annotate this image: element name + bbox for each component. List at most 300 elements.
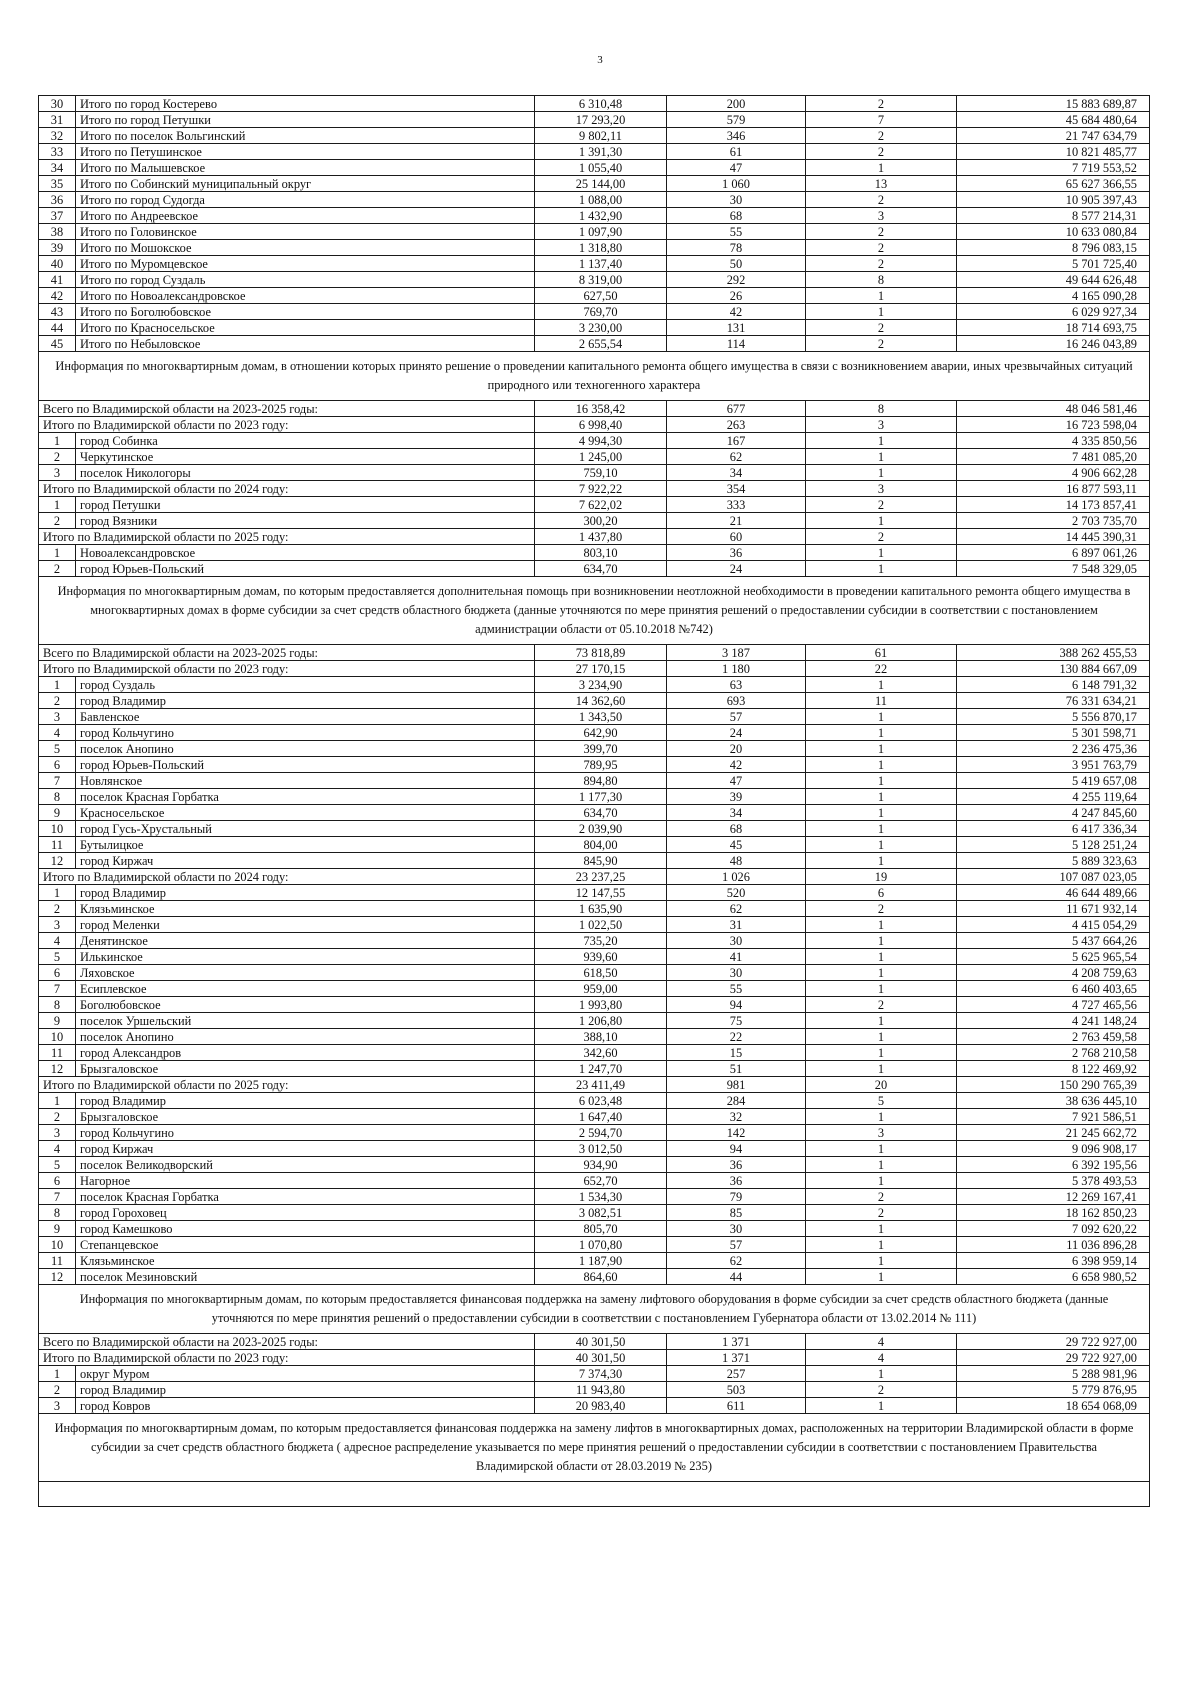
houses-count-cell: 1: [806, 805, 957, 821]
table-row: [39, 1093, 1150, 1109]
residents-cell: 42: [667, 304, 806, 320]
area-cell: 735,20: [535, 933, 667, 949]
area-cell: 6 023,48: [535, 1093, 667, 1109]
row-number-cell: 40: [39, 256, 76, 272]
houses-count-cell: 2: [806, 901, 957, 917]
row-number-cell: 33: [39, 144, 76, 160]
table-row: [39, 1061, 1150, 1077]
houses-count-cell: 2: [806, 128, 957, 144]
area-cell: 894,80: [535, 773, 667, 789]
area-cell: 342,60: [535, 1045, 667, 1061]
area-cell: 1 055,40: [535, 160, 667, 176]
row-number-cell: 2: [39, 1382, 76, 1398]
table-row: [39, 1237, 1150, 1253]
row-number-cell: 1: [39, 1366, 76, 1382]
table-row: [39, 725, 1150, 741]
houses-count-cell: 1: [806, 917, 957, 933]
row-number-cell: 6: [39, 757, 76, 773]
area-cell: 1 088,00: [535, 192, 667, 208]
residents-cell: 36: [667, 545, 806, 561]
houses-count-cell: 1: [806, 757, 957, 773]
municipality-cell: Нагорное: [76, 1173, 535, 1189]
municipality-cell: город Кольчугино: [76, 1125, 535, 1141]
houses-count-cell: 1: [806, 741, 957, 757]
area-cell: 23 411,49: [535, 1077, 667, 1093]
municipality-cell: Денятинское: [76, 933, 535, 949]
table-body: [39, 96, 1150, 1507]
residents-cell: 57: [667, 709, 806, 725]
municipality-cell: Черкутинское: [76, 449, 535, 465]
capital-repair-table: [38, 95, 1150, 1507]
row-number-cell: 30: [39, 96, 76, 112]
residents-cell: 114: [667, 336, 806, 352]
houses-count-cell: 1: [806, 1157, 957, 1173]
residents-cell: 31: [667, 917, 806, 933]
section-info-text: Информация по многоквартирным домам, по которым предоставляется финансовая поддержка на замену лифтов в многоквартирных домах, расположенных на территории Владимирской области в форме субсидии за счет средств областного бюджета ( адресное распределение указывается по мере принятия решений о предоставлении субсидии в соответствии с постановлением Правительства Владимирской области от 28.03.2019 № 235): [39, 1414, 1150, 1482]
houses-count-cell: 1: [806, 821, 957, 837]
total-label-cell: Всего по Владимирской области на 2023-2025 годы:: [39, 645, 535, 661]
cost-cell: 14 173 857,41: [957, 497, 1150, 513]
table-row: [39, 465, 1150, 481]
table-row: [39, 288, 1150, 304]
row-number-cell: 31: [39, 112, 76, 128]
municipality-cell: город Владимир: [76, 885, 535, 901]
table-row: [39, 901, 1150, 917]
houses-count-cell: 1: [806, 677, 957, 693]
row-number-cell: 1: [39, 433, 76, 449]
cost-cell: 4 335 850,56: [957, 433, 1150, 449]
area-cell: 7 374,30: [535, 1366, 667, 1382]
row-number-cell: 39: [39, 240, 76, 256]
cost-cell: 4 241 148,24: [957, 1013, 1150, 1029]
municipality-cell: город Суздаль: [76, 677, 535, 693]
municipality-cell: город Александров: [76, 1045, 535, 1061]
row-number-cell: 38: [39, 224, 76, 240]
cost-cell: 45 684 480,64: [957, 112, 1150, 128]
residents-cell: 354: [667, 481, 806, 497]
table-row: [39, 128, 1150, 144]
cost-cell: 2 763 459,58: [957, 1029, 1150, 1045]
residents-cell: 30: [667, 965, 806, 981]
row-number-cell: 10: [39, 821, 76, 837]
cost-cell: 4 415 054,29: [957, 917, 1150, 933]
houses-count-cell: 1: [806, 789, 957, 805]
residents-cell: 63: [667, 677, 806, 693]
row-number-cell: 6: [39, 965, 76, 981]
table-row: [39, 112, 1150, 128]
houses-count-cell: 19: [806, 869, 957, 885]
area-cell: 934,90: [535, 1157, 667, 1173]
cost-cell: 4 247 845,60: [957, 805, 1150, 821]
residents-cell: 85: [667, 1205, 806, 1221]
row-number-cell: 36: [39, 192, 76, 208]
municipality-cell: город Гороховец: [76, 1205, 535, 1221]
row-number-cell: 4: [39, 725, 76, 741]
houses-count-cell: 1: [806, 837, 957, 853]
area-cell: 3 234,90: [535, 677, 667, 693]
cost-cell: 16 246 043,89: [957, 336, 1150, 352]
table-row: [39, 1189, 1150, 1205]
cost-cell: 10 821 485,77: [957, 144, 1150, 160]
section-info-row: [39, 1285, 1150, 1334]
cost-cell: 11 036 896,28: [957, 1237, 1150, 1253]
municipality-cell: Новоалександровское: [76, 545, 535, 561]
row-number-cell: 7: [39, 981, 76, 997]
area-cell: 20 983,40: [535, 1398, 667, 1414]
residents-cell: 20: [667, 741, 806, 757]
row-number-cell: 5: [39, 949, 76, 965]
municipality-cell: город Владимир: [76, 693, 535, 709]
residents-cell: 257: [667, 1366, 806, 1382]
cost-cell: 2 768 210,58: [957, 1045, 1150, 1061]
area-cell: 759,10: [535, 465, 667, 481]
residents-cell: 55: [667, 224, 806, 240]
row-number-cell: 7: [39, 1189, 76, 1205]
table-row: [39, 693, 1150, 709]
row-number-cell: 1: [39, 545, 76, 561]
area-cell: 634,70: [535, 561, 667, 577]
area-cell: 1 247,70: [535, 1061, 667, 1077]
residents-cell: 39: [667, 789, 806, 805]
houses-count-cell: 1: [806, 1045, 957, 1061]
year-total-row: [39, 481, 1150, 497]
residents-cell: 346: [667, 128, 806, 144]
section-info-text: Информация по многоквартирным домам, по которым предоставляется дополнительная помощь при возникновении неотложной необходимости в проведении капитального ремонта общего имущества в многоквартирных домах в форме субсидии за счет средств областного бюджета (данные уточняются по мере принятия решений о предоставлении субсидии в соответствии с постановлением администрации области от 05.10.2018 №742): [39, 577, 1150, 645]
municipality-cell: город Юрьев-Польский: [76, 757, 535, 773]
row-number-cell: 3: [39, 709, 76, 725]
residents-cell: 36: [667, 1173, 806, 1189]
table-row: [39, 192, 1150, 208]
cost-cell: 5 625 965,54: [957, 949, 1150, 965]
cost-cell: 107 087 023,05: [957, 869, 1150, 885]
table-row: [39, 272, 1150, 288]
row-number-cell: 8: [39, 1205, 76, 1221]
residents-cell: 292: [667, 272, 806, 288]
table-row: [39, 176, 1150, 192]
cost-cell: 4 906 662,28: [957, 465, 1150, 481]
municipality-cell: город Собинка: [76, 433, 535, 449]
total-label-cell: Итого по Владимирской области по 2023 году:: [39, 1350, 535, 1366]
area-cell: 40 301,50: [535, 1334, 667, 1350]
cost-cell: 10 905 397,43: [957, 192, 1150, 208]
area-cell: 1 137,40: [535, 256, 667, 272]
cost-cell: 18 162 850,23: [957, 1205, 1150, 1221]
table-row: [39, 773, 1150, 789]
cost-cell: 14 445 390,31: [957, 529, 1150, 545]
area-cell: 1 343,50: [535, 709, 667, 725]
row-number-cell: 11: [39, 1253, 76, 1269]
table-row: [39, 1398, 1150, 1414]
area-cell: 12 147,55: [535, 885, 667, 901]
area-cell: 789,95: [535, 757, 667, 773]
row-number-cell: 35: [39, 176, 76, 192]
residents-cell: 24: [667, 725, 806, 741]
grand-total-row: [39, 645, 1150, 661]
residents-cell: 34: [667, 465, 806, 481]
area-cell: 6 310,48: [535, 96, 667, 112]
table-row: [39, 965, 1150, 981]
table-row: [39, 933, 1150, 949]
residents-cell: 579: [667, 112, 806, 128]
residents-cell: 44: [667, 1269, 806, 1285]
row-number-cell: 8: [39, 997, 76, 1013]
cost-cell: 9 096 908,17: [957, 1141, 1150, 1157]
residents-cell: 30: [667, 192, 806, 208]
municipality-cell: Итого по Небыловское: [76, 336, 535, 352]
houses-count-cell: 1: [806, 949, 957, 965]
cost-cell: 18 654 068,09: [957, 1398, 1150, 1414]
cost-cell: 5 556 870,17: [957, 709, 1150, 725]
table-row: [39, 561, 1150, 577]
residents-cell: 45: [667, 837, 806, 853]
houses-count-cell: 8: [806, 401, 957, 417]
cost-cell: 11 671 932,14: [957, 901, 1150, 917]
residents-cell: 1 371: [667, 1350, 806, 1366]
cost-cell: 6 148 791,32: [957, 677, 1150, 693]
table-row: [39, 1029, 1150, 1045]
area-cell: 1 245,00: [535, 449, 667, 465]
residents-cell: 333: [667, 497, 806, 513]
table-row: [39, 1157, 1150, 1173]
residents-cell: 47: [667, 773, 806, 789]
area-cell: 6 998,40: [535, 417, 667, 433]
area-cell: 11 943,80: [535, 1382, 667, 1398]
table-row: [39, 1269, 1150, 1285]
municipality-cell: город Владимир: [76, 1093, 535, 1109]
municipality-cell: Итого по Малышевское: [76, 160, 535, 176]
municipality-cell: город Петушки: [76, 497, 535, 513]
cost-cell: 388 262 455,53: [957, 645, 1150, 661]
table-row: [39, 1221, 1150, 1237]
year-total-row: [39, 661, 1150, 677]
cost-cell: 6 658 980,52: [957, 1269, 1150, 1285]
residents-cell: 57: [667, 1237, 806, 1253]
row-number-cell: 41: [39, 272, 76, 288]
municipality-cell: Итого по поселок Вольгинский: [76, 128, 535, 144]
cost-cell: 4 208 759,63: [957, 965, 1150, 981]
table-row: [39, 917, 1150, 933]
municipality-cell: поселок Никологоры: [76, 465, 535, 481]
total-label-cell: Итого по Владимирской области по 2023 году:: [39, 417, 535, 433]
row-number-cell: 3: [39, 1398, 76, 1414]
area-cell: 1 187,90: [535, 1253, 667, 1269]
area-cell: 627,50: [535, 288, 667, 304]
municipality-cell: Брызгаловское: [76, 1109, 535, 1125]
area-cell: 14 362,60: [535, 693, 667, 709]
houses-count-cell: 1: [806, 933, 957, 949]
municipality-cell: поселок Анопино: [76, 1029, 535, 1045]
municipality-cell: Итого по город Костерево: [76, 96, 535, 112]
municipality-cell: поселок Красная Горбатка: [76, 1189, 535, 1205]
residents-cell: 22: [667, 1029, 806, 1045]
table-row: [39, 981, 1150, 997]
total-label-cell: Всего по Владимирской области на 2023-2025 годы:: [39, 401, 535, 417]
municipality-cell: город Меленки: [76, 917, 535, 933]
municipality-cell: Итого по город Судогда: [76, 192, 535, 208]
table-row: [39, 336, 1150, 352]
cost-cell: 38 636 445,10: [957, 1093, 1150, 1109]
row-number-cell: 8: [39, 789, 76, 805]
row-number-cell: 32: [39, 128, 76, 144]
table-row: [39, 1125, 1150, 1141]
municipality-cell: Степанцевское: [76, 1237, 535, 1253]
houses-count-cell: 4: [806, 1350, 957, 1366]
residents-cell: 981: [667, 1077, 806, 1093]
table-row: [39, 240, 1150, 256]
houses-count-cell: 8: [806, 272, 957, 288]
area-cell: 634,70: [535, 805, 667, 821]
residents-cell: 284: [667, 1093, 806, 1109]
area-cell: 73 818,89: [535, 645, 667, 661]
houses-count-cell: 3: [806, 208, 957, 224]
cost-cell: 4 727 465,56: [957, 997, 1150, 1013]
houses-count-cell: 2: [806, 1382, 957, 1398]
houses-count-cell: 2: [806, 497, 957, 513]
municipality-cell: Итого по Боголюбовское: [76, 304, 535, 320]
cost-cell: 21 245 662,72: [957, 1125, 1150, 1141]
houses-count-cell: 1: [806, 433, 957, 449]
municipality-cell: Итого по Новоалександровское: [76, 288, 535, 304]
row-number-cell: 45: [39, 336, 76, 352]
houses-count-cell: 1: [806, 160, 957, 176]
row-number-cell: 9: [39, 1013, 76, 1029]
residents-cell: 68: [667, 821, 806, 837]
row-number-cell: 12: [39, 1269, 76, 1285]
houses-count-cell: 1: [806, 1398, 957, 1414]
residents-cell: 1 060: [667, 176, 806, 192]
residents-cell: 41: [667, 949, 806, 965]
area-cell: 1 647,40: [535, 1109, 667, 1125]
residents-cell: 50: [667, 256, 806, 272]
row-number-cell: 10: [39, 1237, 76, 1253]
area-cell: 1 437,80: [535, 529, 667, 545]
municipality-cell: Бутылицкое: [76, 837, 535, 853]
cost-cell: 3 951 763,79: [957, 757, 1150, 773]
houses-count-cell: 13: [806, 176, 957, 192]
houses-count-cell: 1: [806, 1221, 957, 1237]
cost-cell: 130 884 667,09: [957, 661, 1150, 677]
houses-count-cell: 1: [806, 1141, 957, 1157]
cost-cell: 6 417 336,34: [957, 821, 1150, 837]
houses-count-cell: 5: [806, 1093, 957, 1109]
cost-cell: 76 331 634,21: [957, 693, 1150, 709]
houses-count-cell: 2: [806, 144, 957, 160]
table-row: [39, 757, 1150, 773]
area-cell: 16 358,42: [535, 401, 667, 417]
area-cell: 2 594,70: [535, 1125, 667, 1141]
area-cell: 1 534,30: [535, 1189, 667, 1205]
cost-cell: 8 796 083,15: [957, 240, 1150, 256]
area-cell: 1 206,80: [535, 1013, 667, 1029]
section-info-row: [39, 352, 1150, 401]
cost-cell: 16 723 598,04: [957, 417, 1150, 433]
residents-cell: 503: [667, 1382, 806, 1398]
table-row: [39, 853, 1150, 869]
cost-cell: 7 719 553,52: [957, 160, 1150, 176]
residents-cell: 1 180: [667, 661, 806, 677]
houses-count-cell: 1: [806, 1109, 957, 1125]
table-row: [39, 144, 1150, 160]
houses-count-cell: 4: [806, 1334, 957, 1350]
row-number-cell: 2: [39, 561, 76, 577]
table-row: [39, 208, 1150, 224]
cost-cell: 10 633 080,84: [957, 224, 1150, 240]
houses-count-cell: 1: [806, 709, 957, 725]
residents-cell: 62: [667, 1253, 806, 1269]
houses-count-cell: 3: [806, 417, 957, 433]
year-total-row: [39, 1350, 1150, 1366]
residents-cell: 60: [667, 529, 806, 545]
municipality-cell: город Кольчугино: [76, 725, 535, 741]
row-number-cell: 9: [39, 1221, 76, 1237]
area-cell: 3 082,51: [535, 1205, 667, 1221]
row-number-cell: 1: [39, 497, 76, 513]
residents-cell: 62: [667, 901, 806, 917]
area-cell: 7 622,02: [535, 497, 667, 513]
houses-count-cell: 7: [806, 112, 957, 128]
grand-total-row: [39, 1334, 1150, 1350]
row-number-cell: 6: [39, 1173, 76, 1189]
municipality-cell: Итого по Собинский муниципальный округ: [76, 176, 535, 192]
row-number-cell: 7: [39, 773, 76, 789]
cost-cell: 18 714 693,75: [957, 320, 1150, 336]
table-row: [39, 304, 1150, 320]
residents-cell: 611: [667, 1398, 806, 1414]
area-cell: 1 635,90: [535, 901, 667, 917]
cost-cell: 15 883 689,87: [957, 96, 1150, 112]
municipality-cell: Бавленское: [76, 709, 535, 725]
residents-cell: 3 187: [667, 645, 806, 661]
row-number-cell: 4: [39, 933, 76, 949]
houses-count-cell: 2: [806, 529, 957, 545]
table-row: [39, 1141, 1150, 1157]
houses-count-cell: 2: [806, 320, 957, 336]
municipality-cell: Итого по Петушинское: [76, 144, 535, 160]
houses-count-cell: 1: [806, 1061, 957, 1077]
cost-cell: 46 644 489,66: [957, 885, 1150, 901]
area-cell: 804,00: [535, 837, 667, 853]
residents-cell: 55: [667, 981, 806, 997]
residents-cell: 26: [667, 288, 806, 304]
table-row: [39, 1253, 1150, 1269]
area-cell: 7 922,22: [535, 481, 667, 497]
table-row: [39, 497, 1150, 513]
municipality-cell: Итого по Муромцевское: [76, 256, 535, 272]
total-label-cell: Итого по Владимирской области по 2023 году:: [39, 661, 535, 677]
area-cell: 1 432,90: [535, 208, 667, 224]
municipality-cell: Есиплевское: [76, 981, 535, 997]
area-cell: 9 802,11: [535, 128, 667, 144]
houses-count-cell: 1: [806, 449, 957, 465]
table-row: [39, 997, 1150, 1013]
table-row: [39, 837, 1150, 853]
cost-cell: 65 627 366,55: [957, 176, 1150, 192]
area-cell: 27 170,15: [535, 661, 667, 677]
municipality-cell: Боголюбовское: [76, 997, 535, 1013]
cost-cell: 5 419 657,08: [957, 773, 1150, 789]
blank-cell: [39, 1482, 1150, 1507]
area-cell: 2 039,90: [535, 821, 667, 837]
municipality-cell: город Киржач: [76, 1141, 535, 1157]
area-cell: 959,00: [535, 981, 667, 997]
table-row: [39, 885, 1150, 901]
residents-cell: 32: [667, 1109, 806, 1125]
houses-count-cell: 22: [806, 661, 957, 677]
area-cell: 1 097,90: [535, 224, 667, 240]
section-info-row: [39, 1414, 1150, 1482]
area-cell: 4 994,30: [535, 433, 667, 449]
row-number-cell: 34: [39, 160, 76, 176]
